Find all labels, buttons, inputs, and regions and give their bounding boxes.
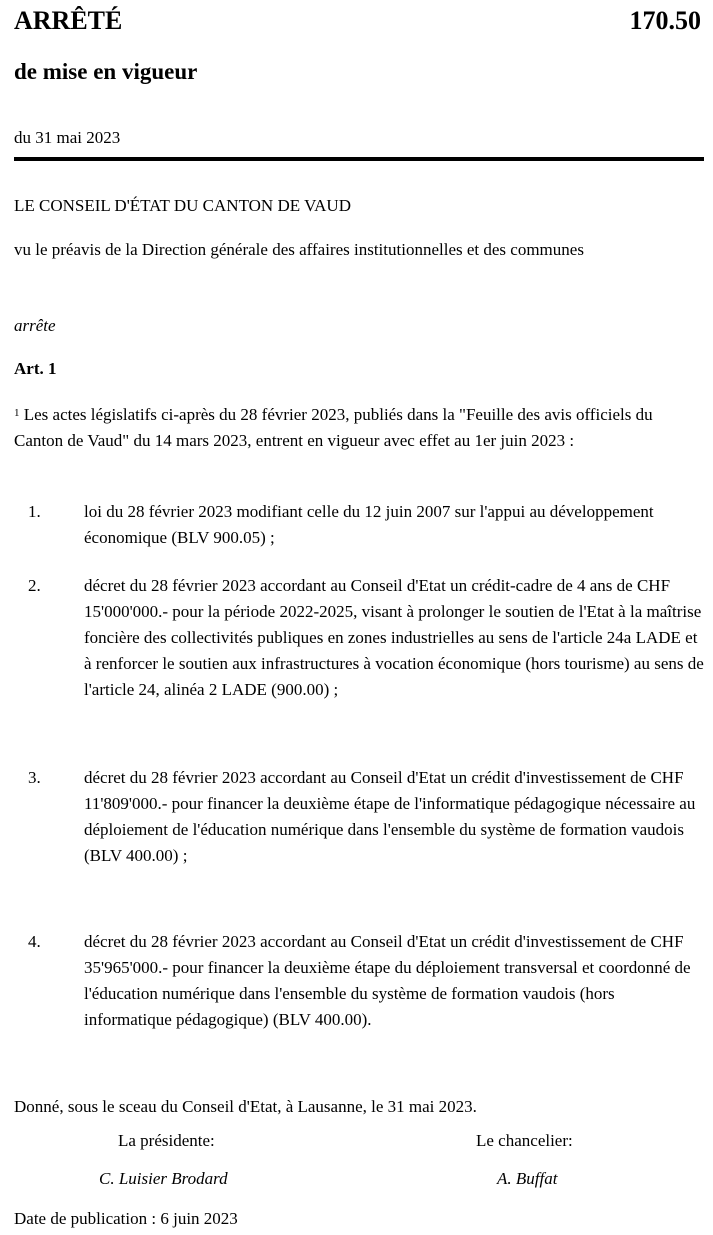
issuing-authority: LE CONSEIL D'ÉTAT DU CANTON DE VAUD (14, 196, 351, 215)
paragraph-text: Les actes législatifs ci-après du 28 février 2023, publiés dans la "Feuille des avis officiels du Canton de Vaud" du 14 mars 2023, entrent en vigueur avec effet au 1er juin 2023 : (14, 405, 653, 450)
president-label: La présidente: (118, 1131, 215, 1150)
article-title: Art. 1 (14, 359, 57, 378)
chancellor-label: Le chancelier: (476, 1131, 573, 1150)
document-title: ARRÊTÉ (14, 6, 123, 35)
list-item-number: 4. (28, 932, 41, 951)
article-paragraph (14, 402, 704, 454)
preamble: vu le préavis de la Direction générale des affaires institutionnelles et des communes (14, 240, 584, 259)
paragraph-number: 1 (14, 407, 20, 419)
president-name: C. Luisier Brodard (99, 1169, 228, 1188)
list-item-text: décret du 28 février 2023 accordant au Conseil d'Etat un crédit d'investissement de CHF 11'809'000.- pour financer la deuxième étape de l'informatique pédagogique nécessaire au déploiement de l'éducation numérique dans l'ensemble du système de formation vaudois (BLV 400.00) ; (84, 768, 696, 865)
list-item-number: 1. (28, 502, 41, 521)
list-item-text: loi du 28 février 2023 modifiant celle du 12 juin 2007 sur l'appui au développement économique (BLV 900.05) ; (84, 502, 654, 547)
decision-word: arrête (14, 316, 56, 335)
document-subtitle: de mise en vigueur (14, 59, 198, 84)
given-under-seal: Donné, sous le sceau du Conseil d'Etat, à Lausanne, le 31 mai 2023. (14, 1097, 477, 1116)
list-item-text: décret du 28 février 2023 accordant au Conseil d'Etat un crédit d'investissement de CHF 35'965'000.- pour financer la deuxième étape du déploiement transversal et coordonné de l'éducation numérique dans l'ensemble du système de formation vaudois (hors informatique pédagogique) (BLV 400.00). (84, 932, 691, 1029)
publication-date: Date de publication : 6 juin 2023 (14, 1209, 238, 1228)
document-code: 170.50 (629, 6, 701, 35)
list-item-text: décret du 28 février 2023 accordant au Conseil d'Etat un crédit-cadre de 4 ans de CHF 15'000'000.- pour la période 2022-2025, visant à prolonger le soutien de l'Etat à la maîtrise foncière des collectivités publiques en zones industrielles au sens de l'article 24a LADE et à renforcer le soutien aux infrastructures à vocation économique (hors tourisme) au sens de l'article 24, alinéa 2 LADE (900.00) ; (84, 576, 704, 699)
document-date: du 31 mai 2023 (14, 128, 121, 147)
list-item-number: 2. (28, 576, 41, 595)
chancellor-name: A. Buffat (497, 1169, 558, 1188)
header-divider (14, 157, 704, 161)
list-item-number: 3. (28, 768, 41, 787)
